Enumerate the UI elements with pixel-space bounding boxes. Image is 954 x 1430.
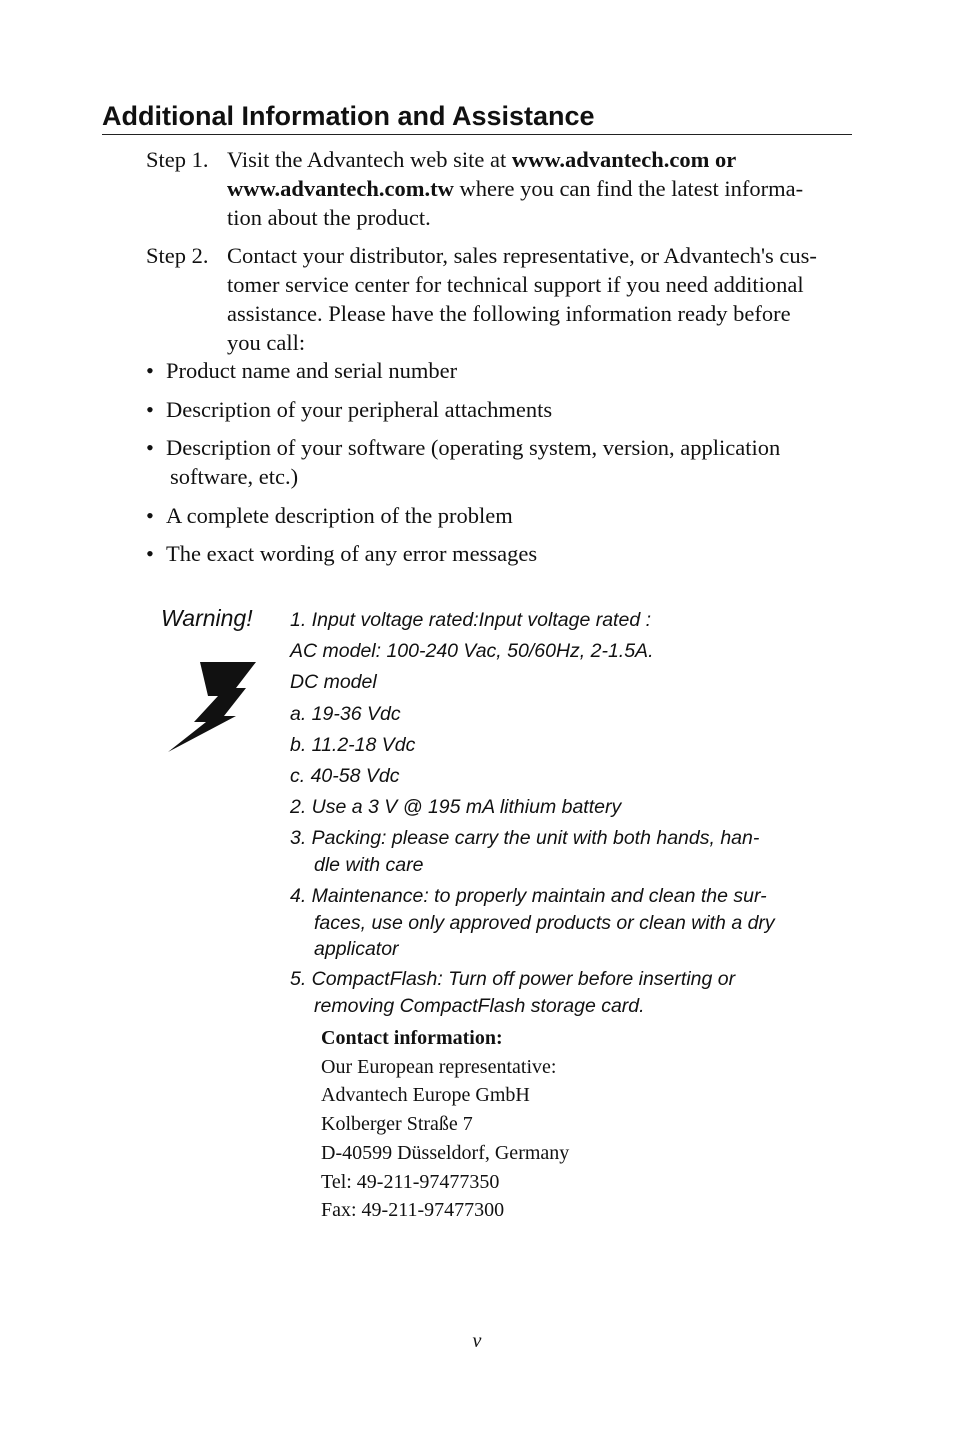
list-item xyxy=(146,395,846,424)
warning-item xyxy=(290,966,850,1019)
step-text xyxy=(227,241,856,357)
list-item-line: Description of your software (operating system, version, application xyxy=(166,435,781,460)
bullet-icon: • xyxy=(146,541,154,566)
lightning-bolt-icon xyxy=(166,660,258,754)
list-item xyxy=(146,433,846,491)
warning-line-cont: faces, use only approved products or clean with a dry xyxy=(314,911,775,934)
step-line xyxy=(227,174,856,203)
warning-item xyxy=(290,883,850,963)
contact-line: Advantech Europe GmbH xyxy=(321,1084,530,1107)
text-run: tion about the product. xyxy=(227,205,431,230)
list-item-line: software, etc.) xyxy=(170,464,299,489)
step-text xyxy=(227,145,856,232)
warning-line: 2. Use a 3 V @ 195 mA lithium battery xyxy=(290,796,622,818)
warning-line: AC model: 100-240 Vac, 50/60Hz, 2-1.5A. xyxy=(290,640,654,662)
step-2 xyxy=(146,241,856,357)
contact-line: Kolberger Straße 7 xyxy=(321,1113,473,1136)
warning-line: 4. Maintenance: to properly maintain and clean the sur- xyxy=(290,885,767,907)
text-run: where you can find the latest informa- xyxy=(453,176,804,201)
step-label: Step 2. xyxy=(146,243,209,268)
step-line: you call: xyxy=(227,330,306,355)
warning-line-cont: dle with care xyxy=(314,853,424,876)
contact-title: Contact information: xyxy=(321,1027,503,1049)
contact-line: D-40599 Düsseldorf, Germany xyxy=(321,1141,570,1164)
bullet-icon: • xyxy=(146,397,154,422)
step-line xyxy=(227,145,856,174)
step-line: assistance. Please have the following information ready before xyxy=(227,301,791,326)
step-label: Step 1. xyxy=(146,147,209,172)
contact-line: Tel: 49-211-97477350 xyxy=(321,1170,500,1193)
warning-line: 3. Packing: please carry the unit with both hands, han- xyxy=(290,827,760,849)
step-line: tomer service center for technical support if you need additional xyxy=(227,272,804,297)
contact-line: Our European representative: xyxy=(321,1055,557,1078)
url-text: www.advantech.com.tw xyxy=(227,176,454,201)
url-text: www.advantech.com or xyxy=(511,147,737,172)
list-item-text: A complete description of the problem xyxy=(166,503,513,528)
list-item xyxy=(146,501,846,530)
list-item xyxy=(146,539,846,568)
bullet-icon: • xyxy=(146,358,154,383)
step-line: Contact your distributor, sales representative, or Advantech's cus- xyxy=(227,243,817,268)
warning-line-cont: applicator xyxy=(314,938,399,960)
step-1 xyxy=(146,145,856,232)
contact-block xyxy=(321,1024,569,1225)
warning-line: c. 40-58 Vdc xyxy=(290,765,400,787)
warning-line: 5. CompactFlash: Turn off power before inserting or xyxy=(290,968,736,990)
warning-line: DC model xyxy=(290,671,377,693)
list-item-text: The exact wording of any error messages xyxy=(166,541,538,566)
list-item-text xyxy=(166,433,846,491)
contact-line: Fax: 49-211-97477300 xyxy=(321,1199,505,1222)
warning-item xyxy=(290,825,850,878)
page-number: v xyxy=(472,1330,482,1352)
step-line xyxy=(227,203,856,232)
section-heading: Additional Information and Assistance xyxy=(102,98,852,135)
list-item xyxy=(146,356,846,385)
bullet-icon: • xyxy=(146,435,154,460)
warning-label: Warning! xyxy=(161,605,253,631)
list-item-text: Product name and serial number xyxy=(166,358,458,383)
warning-line: 1. Input voltage rated:Input voltage rated : xyxy=(290,609,651,631)
text-run: Visit the Advantech web site at xyxy=(227,147,512,172)
warning-line: a. 19-36 Vdc xyxy=(290,703,401,725)
warning-line-cont: removing CompactFlash storage card. xyxy=(314,994,645,1017)
list-item-text: Description of your peripheral attachments xyxy=(166,397,553,422)
warning-line: b. 11.2-18 Vdc xyxy=(290,734,416,756)
bullet-icon: • xyxy=(146,503,154,528)
